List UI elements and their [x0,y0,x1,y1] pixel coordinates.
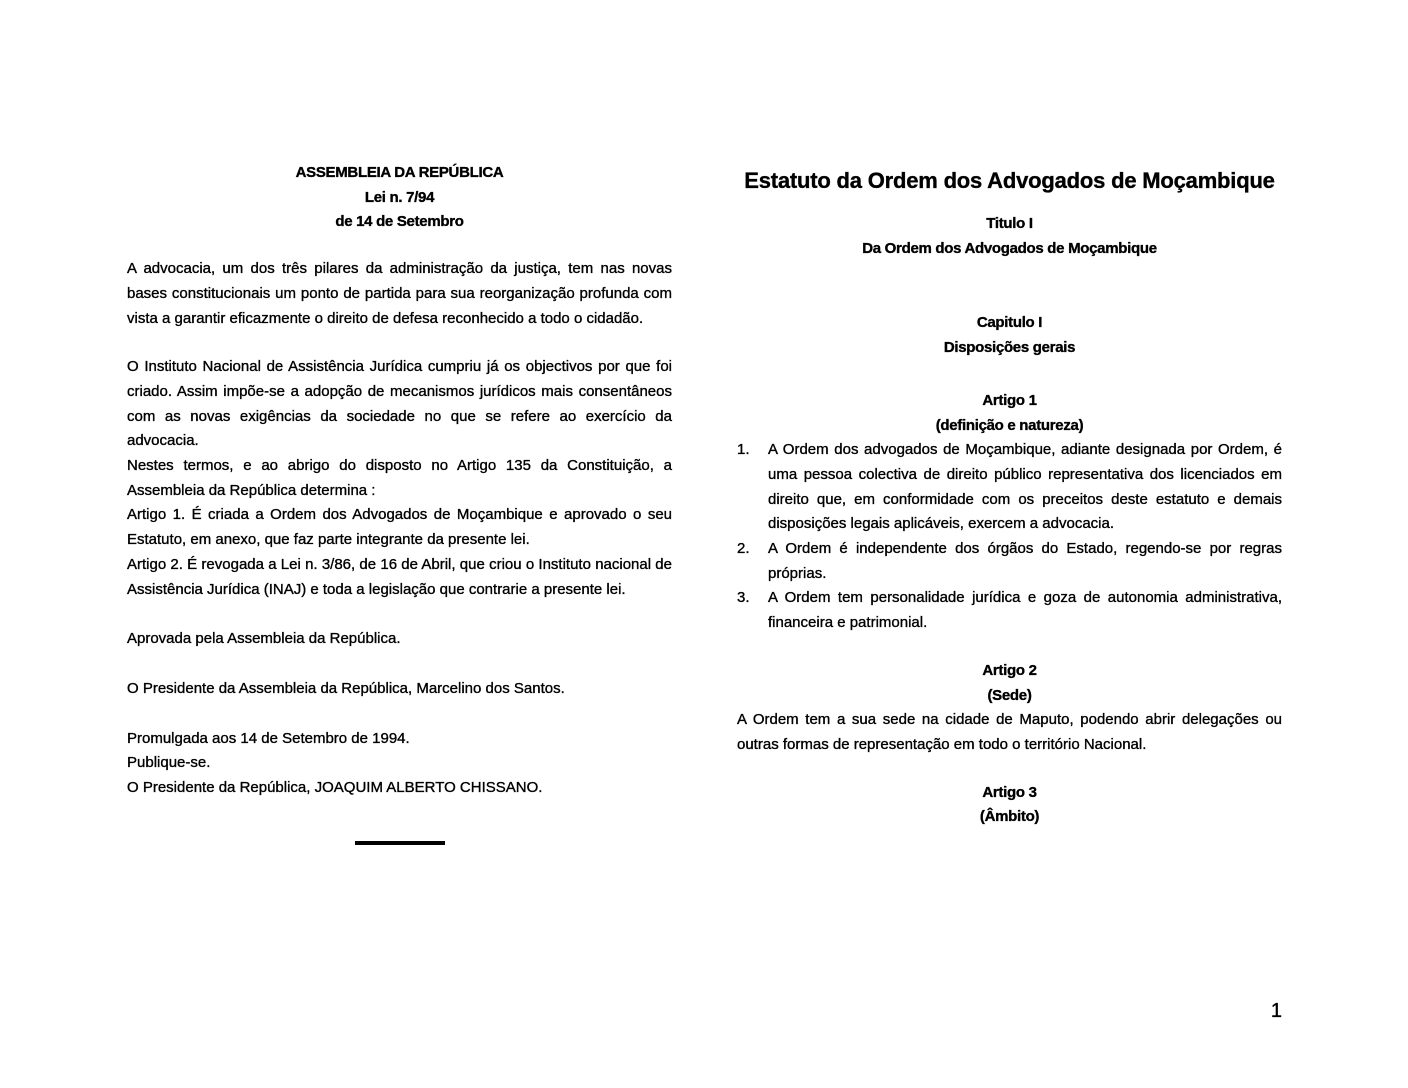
item-number: 1. [737,441,750,459]
artigo-2-heading: Artigo 2 [982,661,1037,679]
artigo-1-item [737,537,1282,586]
paragraph-presidente-republica: O Presidente da República, JOAQUIM ALBERTO CHISSANO. [127,779,543,797]
promulgation-block [127,727,672,801]
capitulo-heading-block [737,311,1282,360]
artigo-1-heading: Artigo 1 [982,391,1037,409]
paragraph-presidente-assembleia: O Presidente da Assembleia da República, Marcelino dos Santos. [127,679,565,697]
artigo-3-heading: Artigo 3 [982,783,1037,801]
artigo-1-item [737,586,1282,635]
titulo-heading: Titulo I [986,215,1033,232]
section-divider [355,841,445,845]
titulo-subheading: Da Ordem dos Advogados de Moçambique [862,239,1157,257]
artigo-2-subheading: (Sede) [987,686,1032,704]
artigo-1-list [737,438,1282,636]
artigo-3-subheading: (Âmbito) [979,808,1040,826]
capitulo-subheading: Disposições gerais [943,339,1076,357]
page-number: 1 [1270,1000,1282,1022]
artigo-3-heading-block [737,781,1282,830]
paragraph-promulgada: Promulgada aos 14 de Setembro de 1994. [127,729,410,747]
right-column [737,0,1282,830]
item-number: 2. [737,540,750,558]
assembleia-heading: ASSEMBLEIA DA REPÚBLICA [295,164,504,181]
artigo-1-subheading: (definição e natureza) [935,416,1084,434]
paragraph-artigo-2: Artigo 2. É revogada a Lei n. 3/86, de 16 de Abril, que criou o Instituto nacional de Assistência Jurídica (INAJ) e toda a legislação que contrarie a presente lei. [127,555,672,598]
item-text: A Ordem tem personalidade jurídica e goza de autonomia administrativa, financeira e patrimonial. [768,589,1282,632]
law-heading-block [127,161,672,235]
law-number: Lei n. 7/94 [364,188,435,206]
law-body-block [127,355,672,602]
artigo-1-item [737,438,1282,537]
titulo-heading-block [737,212,1282,261]
paragraph-nestes-termos: Nestes termos, e ao abrigo do disposto no Artigo 135 da Constituição, a Assembleia da República determina : [127,457,672,499]
artigo-2-heading-block [737,659,1282,708]
capitulo-heading: Capitulo I [976,314,1043,332]
paragraph-publique-se: Publique-se. [127,754,211,772]
paragraph-artigo-1: Artigo 1. É criada a Ordem dos Advogados de Moçambique e aprovado o seu Estatuto, em anexo, que faz parte integrante da presente lei. [127,506,672,549]
artigo-2-body: A Ordem tem a sua sede na cidade de Maputo, podendo abrir delegações ou outras formas de representação em todo o território Nacional. [737,711,1282,753]
item-text: A Ordem dos advogados de Moçambique, adiante designada por Ordem, é uma pessoa colectiva de direito público representativa dos licenciados em direito que, em conformidade com os preceitos deste estatuto e demais disposições legais aplicáveis, exercem a advocacia. [768,441,1282,533]
artigo-1-heading-block [737,389,1282,438]
item-text: A Ordem é independente dos órgãos do Estado, regendo-se por regras próprias. [768,540,1282,582]
paragraph-inaj: O Instituto Nacional de Assistência Jurídica cumpriu já os objectivos por que foi criado. Assim impõe-se a adopção de mecanismos jurídicos mais consentâneos com as novas exigências da sociedade no que se refere ao exercício da advocacia. [127,358,672,450]
paragraph-aprovada: Aprovada pela Assembleia da República. [127,630,401,648]
law-date: de 14 de Setembro [335,213,464,231]
left-column [127,0,672,845]
estatuto-title: Estatuto da Ordem dos Advogados de Moçambique [744,168,1275,193]
item-number: 3. [737,589,750,607]
paragraph-advocacia: A advocacia, um dos três pilares da administração da justiça, tem nas novas bases constitucionais um ponto de partida para sua reorganização profunda com vista a garantir eficazmente o direito de defesa reconhecido a todo o cidadão. [127,260,672,327]
